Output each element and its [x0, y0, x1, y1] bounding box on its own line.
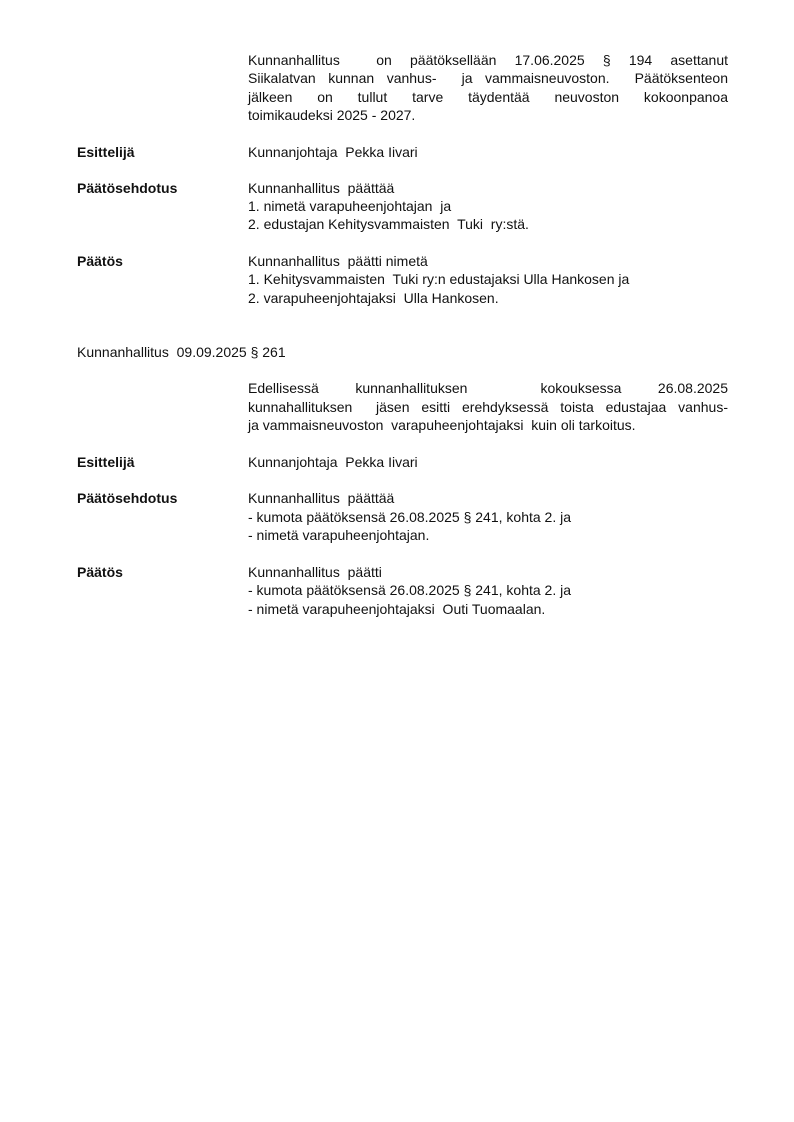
meeting-heading: Kunnanhallitus 09.09.2025 § 261 — [77, 344, 286, 360]
presenter-label: Esittelijä — [77, 144, 135, 160]
decision-line-1: Kunnanhallitus päätti nimetä — [248, 253, 428, 269]
proposal2-line-1: Kunnanhallitus päättää — [248, 490, 395, 506]
intro-line-1: Kunnanhallitus on päätöksellään 17.06.2025 § 194 asettanut — [248, 52, 728, 68]
decision-line-2: 1. Kehitysvammaisten Tuki ry:n edustajaksi Ulla Hankosen ja — [248, 271, 630, 287]
intro2-line-2: kunnahallituksen jäsen esitti erehdyksessä toista edustajaa vanhus- — [248, 399, 728, 415]
intro-line-3: jälkeen on tullut tarve täydentää neuvoston kokoonpanoa — [248, 89, 728, 105]
presenter-value: Kunnanjohtaja Pekka Iivari — [248, 144, 418, 160]
presenter2-label: Esittelijä — [77, 454, 135, 470]
intro2-line-1: Edellisessä kunnanhallituksen kokouksessa 26.08.2025 — [248, 380, 728, 396]
intro-line-4: toimikaudeksi 2025 - 2027. — [248, 107, 416, 123]
decision-label: Päätös — [77, 253, 123, 269]
decision2-line-2: - kumota päätöksensä 26.08.2025 § 241, kohta 2. ja — [248, 582, 572, 598]
decision2-label: Päätös — [77, 564, 123, 580]
proposal2-label: Päätösehdotus — [77, 490, 178, 506]
proposal2-line-2: - kumota päätöksensä 26.08.2025 § 241, kohta 2. ja — [248, 509, 572, 525]
proposal-line-1: Kunnanhallitus päättää — [248, 180, 395, 196]
proposal-line-2: 1. nimetä varapuheenjohtajan ja — [248, 198, 452, 214]
proposal2-line-3: - nimetä varapuheenjohtajan. — [248, 527, 430, 543]
intro2-line-3: ja vammaisneuvoston varapuheenjohtajaksi kuin oli tarkoitus. — [248, 417, 636, 433]
decision2-line-1: Kunnanhallitus päätti — [248, 564, 382, 580]
intro-line-2: Siikalatvan kunnan vanhus- ja vammaisneuvoston. Päätöksenteon — [248, 70, 728, 86]
presenter2-value: Kunnanjohtaja Pekka Iivari — [248, 454, 418, 470]
decision2-line-3: - nimetä varapuheenjohtajaksi Outi Tuomaalan. — [248, 601, 546, 617]
decision-line-3: 2. varapuheenjohtajaksi Ulla Hankosen. — [248, 290, 499, 306]
proposal-label: Päätösehdotus — [77, 180, 178, 196]
proposal-line-3: 2. edustajan Kehitysvammaisten Tuki ry:stä. — [248, 216, 529, 232]
